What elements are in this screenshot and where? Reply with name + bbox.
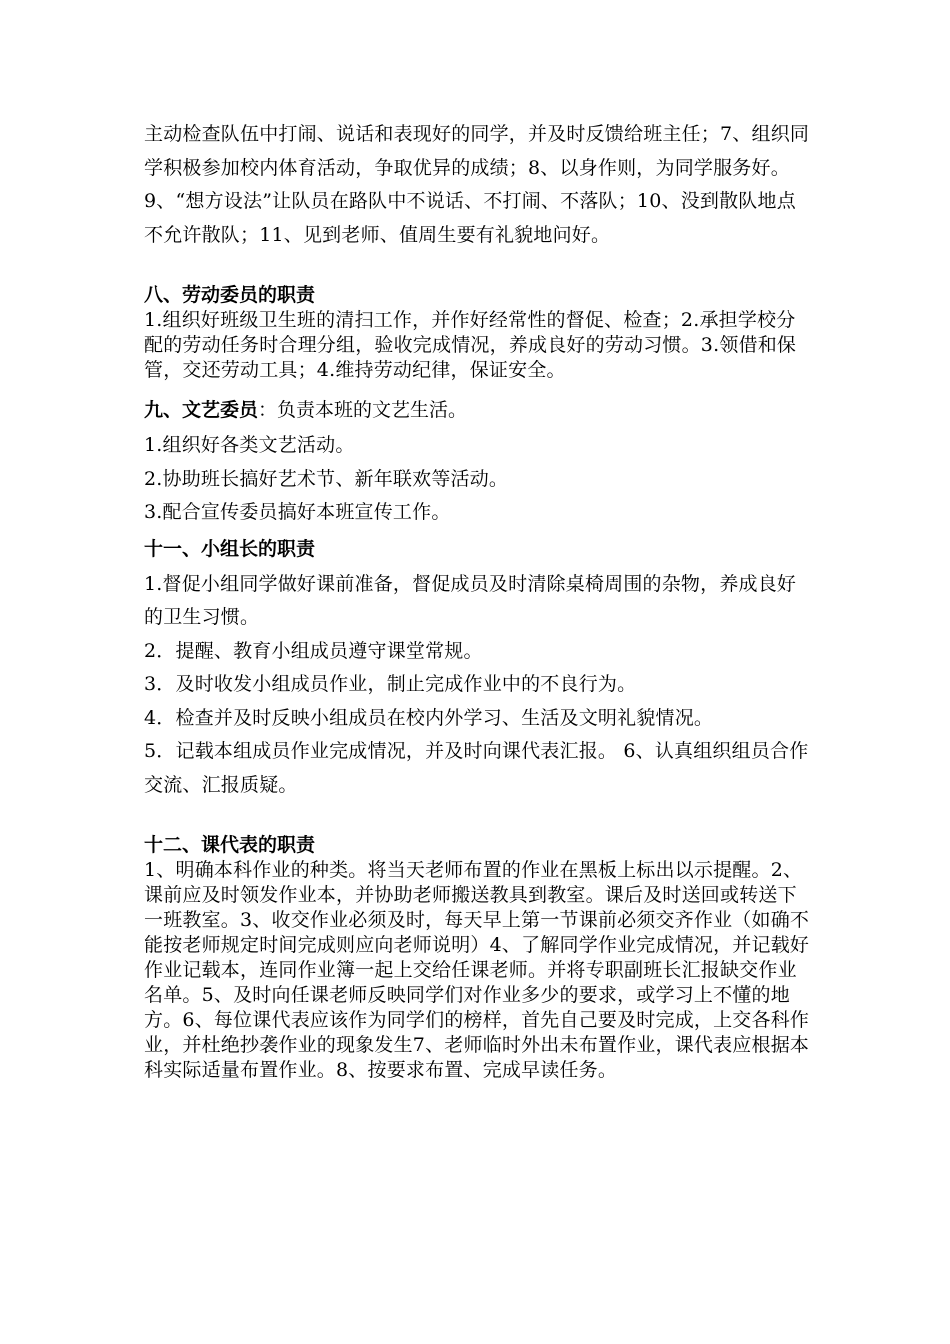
section-heading-group-leader: 十一、小组长的职责: [144, 537, 316, 560]
intro-paragraph: 主动检查队伍中打闹、说话和表现好的同学，并及时反馈给班主任；7、组织同学积极参加校内体育活动，争取优异的成绩；8、以身作则，为同学服务好。9、“想方设法”让队员在路队中不说话、不打闹、不落队；10、没到散队地点不允许散队；11、见到老师、值周生要有礼貌地问好。: [144, 123, 810, 246]
spacer: [144, 802, 812, 832]
list-item: 1.组织好各类文艺活动。: [144, 434, 355, 456]
document-page: [144, 118, 812, 1083]
section-arts-committee: [144, 397, 812, 530]
list-item: 3.配合宣传委员搞好本班宣传工作。: [144, 501, 451, 523]
section-group-leader: [144, 536, 812, 803]
list-item: 5．记载本组成员作业完成情况，并及时向课代表汇报。 6、认真组织组员合作交流、汇报质疑。: [144, 740, 809, 796]
spacer: [144, 252, 812, 282]
section-heading-arts-title: 九、文艺委员: [144, 399, 259, 421]
section-body-labor: 1.组织好班级卫生班的清扫工作，并作好经常性的督促、检查；2.承担学校分配的劳动任务时合理分组，验收完成情况，养成良好的劳动习惯。3.领借和保管，交还劳动工具；4.维持劳动纪律，保证安全。: [144, 309, 797, 381]
list-item: 2.协助班长搞好艺术节、新年联欢等活动。: [144, 467, 509, 490]
list-item: 3．及时收发小组成员作业，制止完成作业中的不良行为。: [144, 673, 637, 695]
section-labor-committee: [144, 282, 812, 383]
section-heading-labor: 八、劳动委员的职责: [144, 284, 316, 306]
section-heading-course-rep: 十二、课代表的职责: [144, 834, 316, 856]
section-heading-arts-suffix: ：负责本班的文艺生活。: [258, 399, 468, 421]
list-item: 1.督促小组同学做好课前准备，督促成员及时清除桌椅周围的杂物，养成良好的卫生习惯。: [144, 572, 797, 628]
list-item: 4．检查并及时反映小组成员在校内外学习、生活及文明礼貌情况。: [144, 706, 714, 729]
spacer: [144, 383, 812, 397]
section-course-rep: [144, 832, 812, 1083]
section-heading-arts: [144, 397, 812, 423]
list-item: 2．提醒、教育小组成员遵守课堂常规。: [144, 639, 483, 662]
section-body-course-rep: 1、明确本科作业的种类。将当天老师布置的作业在黑板上标出以示提醒。2、课前应及时领发作业本，并协助老师搬送教具到教室。课后及时送回或转送下一班教室。3、收交作业必须及时，每天早上第一节课前必须交齐作业（如确不能按老师规定时间完成则应向老师说明）4、了解同学作业完成情况，并记载好作业记载本，连同作业簿一起上交给任课老师。并将专职副班长汇报缺交作业名单。5、及时向任课老师反映同学们对作业多少的要求，或学习上不懂的地方。6、每位课代表应该作为同学们的榜样，首先自己要及时完成，上交各科作业，并杜绝抄袭作业的现象发生7、老师临时外出未布置作业，课代表应根据本科实际适量布置作业。8、按要求布置、完成早读任务。: [144, 859, 810, 1081]
